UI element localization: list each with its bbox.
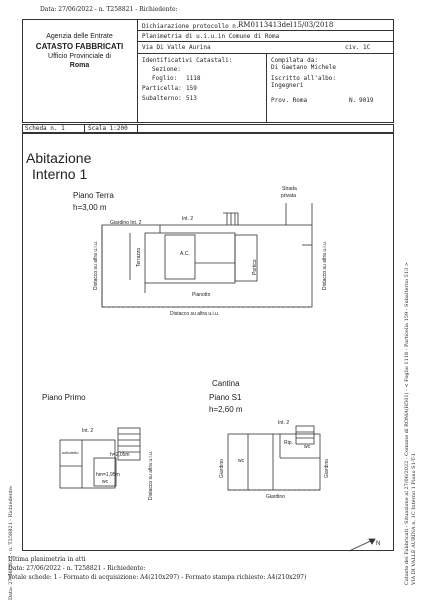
distacco-left-label: Distacco su altra u.i.u. [93,240,99,290]
piano-s1-drawing [218,418,338,500]
right-side-line1: Catasto dei Fabbricati - Situazione al 27/06/2022 - Comune di ROMA(H501) - < Foglio 1118 - Particella 159 - Subalterno 513 > [404,262,410,585]
plan-title: Planimetria di u.i.u.in Comune di Roma [142,33,280,40]
north-label: N [376,541,381,547]
particella-label: Particella: [142,85,182,92]
giardino-int2-label: Giardino Int. 2 [110,220,142,226]
compiled-name: Di Gaetano Michele [271,64,337,71]
giardino-right-label: Giardino [324,459,330,478]
wc-s1-b-label: wc [304,444,311,450]
foglio-value: 1118 [186,75,201,82]
h-primo-b-label: hm=1,95m [96,472,120,478]
piano-primo-label: Piano Primo [42,393,86,402]
particella-value: 159 [186,85,197,92]
top-stamp: Data: 27/06/2022 - n. T258821 - Richiedente: [40,6,178,13]
footer-stamp: Data: 27/06/2022 - n. T258821 - Richiedente: [8,565,146,572]
distacco-right-label: Distacco su altra u.i.u. [322,240,328,290]
protocol-value: RM0113413del [238,21,293,29]
distacco-primo-label: Distacco su altra u.i.u. [148,450,154,500]
piano-terra-drawing [90,185,340,325]
sottotetto-label: sottotetto [62,450,79,455]
strada-label-1: Strada [282,186,297,192]
strada-label-2: privata [281,193,297,199]
n-value: 9019 [359,97,374,104]
h-s1-label: h=2,60 m [209,405,243,414]
rip-label: Rip. [284,440,293,446]
subalterno-label: Subalterno: [142,95,182,102]
h-primo-a-label: h=2,05m [110,452,130,458]
foglio-label: Foglio: [152,75,178,82]
giardino-bottom-label: Giardino [266,494,285,500]
int2-terra-label: Int. 2 [182,216,194,222]
agency-line1: Agenzia delle Entrate [46,33,113,40]
scala: Scala 1:200 [88,125,128,132]
wc-s1-a-label: wc [238,458,245,464]
plan-title-line1: Abitazione [26,150,92,166]
header-divider [137,19,138,123]
agency-line3: Ufficio Provinciale di [48,53,111,60]
footer-totals: Totale schede: 1 - Formato di acquisizione: A4(210x297) - Formato stampa richiesto: A4(210x297) [8,574,307,581]
terrazzo-label: Terrazzo [136,247,142,267]
int2-primo-label: Int. 2 [82,428,94,434]
ac-label: A.C. [180,251,190,257]
left-side-stamp: Data: 27/06/2022 - n. T258821 - Richiedente: [8,485,14,600]
pianotto-label: Pianotto [192,292,211,298]
protocol-date: 15/03/2018 [293,21,334,29]
footer-last-plan: Ultima planimetria in atti [8,556,86,563]
ids-label: Identificativi Catastali: [142,57,233,64]
sezione-label: Sezione: [152,66,181,73]
subalterno-value: 513 [186,95,197,102]
piano-terra-label: Piano Terra [73,191,114,200]
wc-primo-label: wc [102,479,109,485]
portico-label: Portico [252,259,258,275]
int2-s1-label: Int. 2 [278,420,290,426]
plan-title-line2: Interno 1 [32,166,88,182]
giardino-left-label: Giardino [219,459,225,478]
scheda: Scheda n. 1 [25,125,65,132]
prov-label: Prov. Roma [271,97,308,104]
h-terra-label: h=3,00 m [73,203,107,212]
albo-label: Iscritto all'albo: [271,75,337,82]
compiled-label: Compilata da: [271,57,318,64]
right-side-line2: VIA DI VALLE AURINA n. 1C Interno 1 Piano S1-T-1 [411,453,417,585]
agency-line2: CATASTO FABBRICATI [35,42,124,51]
piano-primo-drawing [52,418,162,500]
albo-value: Ingegneri [271,82,304,89]
agency-block [22,33,137,69]
north-arrow-icon [345,535,385,555]
n-label: N. [349,97,357,104]
address: Via Di Valle Aurina [142,44,211,51]
protocol-label: Dichiarazione protocollo n. [142,23,240,30]
civ: civ. 1C [345,44,371,51]
agency-line4: Roma [69,62,90,69]
distacco-bottom-label: Distacco su altra u.i.u. [170,311,220,317]
cantina-label: Cantina [212,379,240,388]
piano-s1-label: Piano S1 [209,393,242,402]
